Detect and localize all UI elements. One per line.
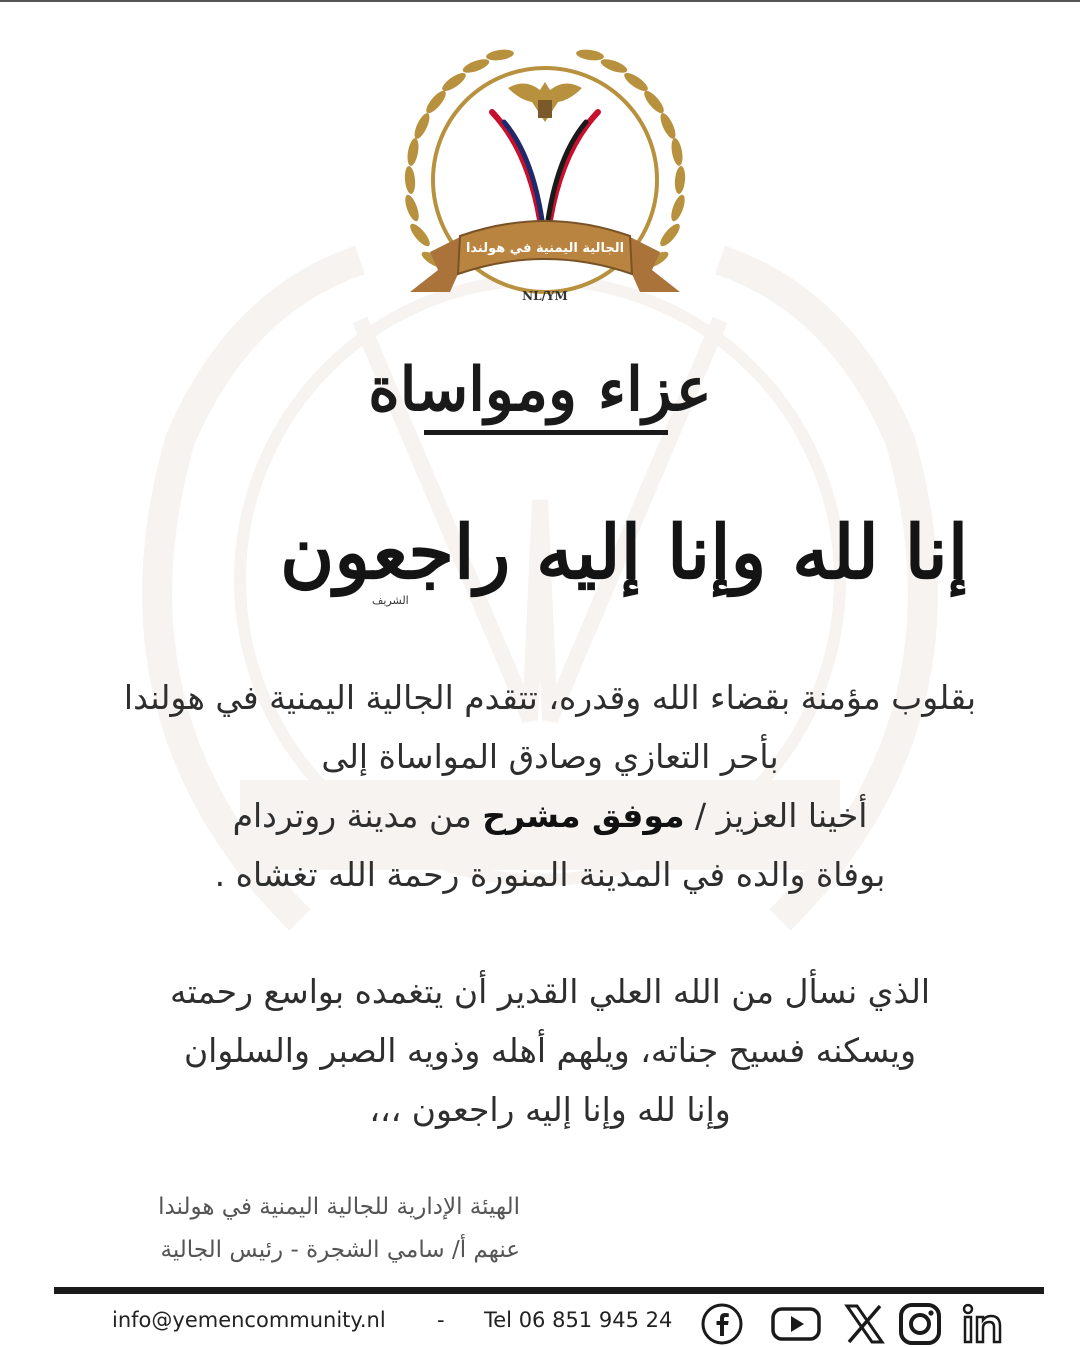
condolence-message — [120, 668, 980, 1139]
signature-block — [70, 1186, 520, 1272]
message-line-6: ويسكنه فسيح جناته، ويلهم أهله وذويه الصبر والسلوان — [183, 1031, 917, 1070]
linkedin-icon[interactable] — [960, 1302, 1004, 1346]
message-line-3-post: من مدينة روتردام — [232, 796, 483, 835]
signature-line-1: الهيئة الإدارية للجالية اليمنية في هولندا — [158, 1194, 520, 1220]
facebook-icon[interactable] — [700, 1302, 744, 1346]
message-line-3-pre: أخينا العزيز / — [684, 796, 868, 835]
message-line-5: الذي نسأل من الله العلي القدير أن يتغمده بواسع رحمته — [169, 972, 931, 1011]
calligrapher-signature: الشريف — [372, 594, 409, 607]
signature-line-2: عنهم أ/ سامي الشجرة - رئيس الجالية — [160, 1237, 520, 1263]
instagram-icon[interactable] — [898, 1302, 942, 1346]
message-line-7: وإنا لله وإنا إليه راجعون ،،، — [369, 1090, 731, 1129]
message-line-3 — [120, 786, 980, 845]
deceased-relative-name: موفق مشرح — [482, 796, 685, 835]
footer-divider — [54, 1287, 1044, 1294]
footer — [0, 1300, 1080, 1345]
footer-separator: - — [437, 1308, 445, 1332]
title-container — [0, 352, 1080, 428]
calligraphy-verse — [280, 478, 969, 638]
message-line-1: بقلوب مؤمنة بقضاء الله وقدره، تتقدم الجالية اليمنية في هولندا — [123, 678, 977, 717]
message-line-4: بوفاة والده في المدينة المنورة رحمة الله تغشاه . — [214, 855, 886, 894]
youtube-icon[interactable] — [770, 1302, 822, 1346]
x-icon[interactable] — [842, 1302, 886, 1346]
title-underline — [424, 430, 668, 435]
top-border — [0, 0, 1080, 2]
nl-ym-badge: NL/YM — [522, 289, 568, 303]
ribbon-text: الجالية اليمنية في هولندا — [465, 241, 625, 256]
message-line-2: بأحر التعازي وصادق المواساة إلى — [321, 737, 779, 776]
page-title: عزاء ومواساة — [368, 355, 712, 425]
email-link[interactable]: info@yemencommunity.nl — [112, 1308, 386, 1332]
phone-number[interactable]: Tel 06 851 945 24 — [484, 1308, 673, 1332]
community-emblem — [400, 30, 690, 330]
verse-text: إنا لله وإنا إليه راجعون — [280, 510, 969, 596]
